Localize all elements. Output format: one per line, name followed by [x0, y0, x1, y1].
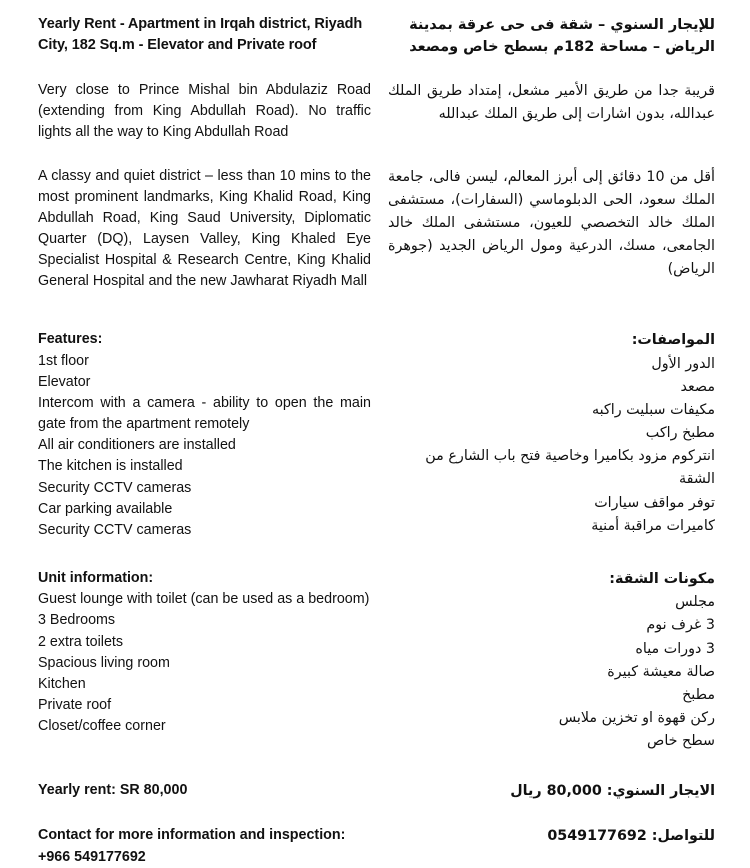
list-item: All air conditioners are installed — [38, 437, 236, 454]
contact-arabic-column — [388, 825, 715, 848]
title-column-english — [38, 14, 371, 77]
landmarks-paragraph-english-column — [38, 166, 371, 315]
list-item: مجلس — [675, 594, 715, 611]
list-item: توفر مواقف سيارات — [594, 494, 715, 511]
location-paragraph-arabic-column — [388, 80, 715, 148]
list-item: 1st floor — [38, 352, 89, 369]
list-item: 2 extra toilets — [38, 633, 124, 650]
list-item: مصعد — [680, 378, 715, 395]
landmarks-paragraph-row — [38, 166, 715, 315]
list-item: الدور الأول — [651, 355, 715, 372]
list-item: انتركوم مزود بكاميرا وخاصية فتح باب الشارع من الشقة — [425, 448, 715, 488]
price-section — [38, 780, 715, 803]
spacer-before-contact — [38, 803, 715, 825]
features-section — [38, 329, 715, 541]
unit-information-heading-arabic: مكونات الشقة: — [609, 571, 715, 588]
list-item: Intercom with a camera - ability to open the main gate from the apartment remotely — [38, 394, 371, 433]
page-title-english: Yearly Rent - Apartment in Irqah district, Riyadh City, 182 Sq.m - Elevator and Private roof — [38, 16, 363, 53]
list-item: 3 غرف نوم — [646, 617, 715, 634]
list-item: The kitchen is installed — [38, 458, 183, 475]
features-list-english — [38, 351, 371, 541]
unit-information-list-arabic — [388, 591, 715, 753]
list-item: مكيفات سبليت راكبه — [591, 401, 715, 418]
landmarks-paragraph-arabic: أقل من 10 دقائق إلى أبرز المعالم، ليسن فالى، جامعة الملك سعود، الحى الدبلوماسي (السفارات)، مستشفى الملك خالد التخصصي للعيون، مستشفى الملك خالد الجامعى، مسك، الدرعية ومول الرياض الجديد (جوهرة الرياض) — [388, 168, 715, 278]
list-item: 3 Bedrooms — [38, 612, 116, 629]
spacer-before-features — [38, 314, 715, 329]
features-list-arabic — [388, 353, 715, 538]
list-item: Elevator — [38, 373, 91, 390]
contact-arabic[interactable]: للتواصل: 0549177692 — [547, 828, 715, 845]
list-item: Car parking available — [38, 500, 173, 517]
unit-information-arabic-column — [388, 568, 715, 753]
yearly-rent-english: Yearly rent: SR 80,000 — [38, 782, 188, 799]
price-english-column — [38, 780, 371, 801]
spacer-before-unit-info — [38, 541, 715, 568]
contact-section — [38, 825, 715, 867]
list-item: صالة معيشة كبيرة — [607, 663, 715, 680]
features-heading-arabic: المواصفات: — [631, 332, 715, 349]
list-item: Spacious living room — [38, 654, 170, 671]
location-paragraph-english: Very close to Prince Mishal bin Abdulaziz Road (extending from King Abdullah Road). No traffic lights all the way to King Abdullah Road — [38, 82, 371, 141]
list-item: Security CCTV cameras — [38, 479, 192, 496]
page-title-arabic: للإيجار السنوي – شقة فى حى عرقة بمدينة الرياض – مساحة 182م بسطح خاص ومصعد — [409, 17, 715, 56]
list-item: مطبخ — [682, 686, 715, 703]
list-item: 3 دورات مياه — [635, 640, 715, 657]
list-item: Kitchen — [38, 675, 86, 692]
contact-label-english: Contact for more information and inspection: — [38, 827, 346, 844]
spacer-before-price — [38, 753, 715, 780]
list-item: مطبخ راكب — [645, 425, 715, 442]
list-item: كاميرات مراقبة أمنية — [591, 517, 715, 534]
contact-english-column — [38, 825, 371, 867]
list-item: Private roof — [38, 696, 112, 713]
unit-information-english-column — [38, 568, 371, 737]
contact-phone-english[interactable]: +966 549177692 — [38, 848, 146, 865]
list-item: Security CCTV cameras — [38, 521, 192, 538]
unit-information-heading-english: Unit information: — [38, 570, 154, 587]
landmarks-paragraph-english: A classy and quiet district – less than 10 mins to the most prominent landmarks, King Khalid Road, King Abdullah Road, King Saud University, Diplomatic Quarter (DQ), Laysen Valley, King Khaled Eye Specialist Hospital & Research Centre, King Khalid General Hospital and the new Jawharat Riyadh Mall — [38, 167, 371, 290]
list-item: Closet/coffee corner — [38, 718, 166, 735]
price-arabic-column — [388, 780, 715, 803]
location-paragraph-row — [38, 80, 715, 165]
features-arabic-column — [388, 329, 715, 537]
list-item: Guest lounge with toilet (can be used as a bedroom) — [38, 591, 370, 608]
location-paragraph-arabic: قريبة جدا من طريق الأمير مشعل، إمتداد طريق الملك عبدالله، بدون اشارات إلى طريق الملك عبدالله — [388, 83, 715, 123]
list-item: سطح خاص — [647, 733, 715, 750]
title-row — [38, 14, 715, 80]
features-english-column — [38, 329, 371, 541]
list-item: ركن قهوة او تخزين ملابس — [558, 709, 715, 726]
title-column-arabic — [388, 14, 715, 80]
yearly-rent-arabic: الايجار السنوي: 80,000 ريال — [510, 783, 715, 800]
location-paragraph-english-column — [38, 80, 371, 165]
features-heading-english: Features: — [38, 331, 103, 348]
landmarks-paragraph-arabic-column — [388, 166, 715, 304]
unit-information-section — [38, 568, 715, 753]
unit-information-list-english — [38, 589, 371, 737]
